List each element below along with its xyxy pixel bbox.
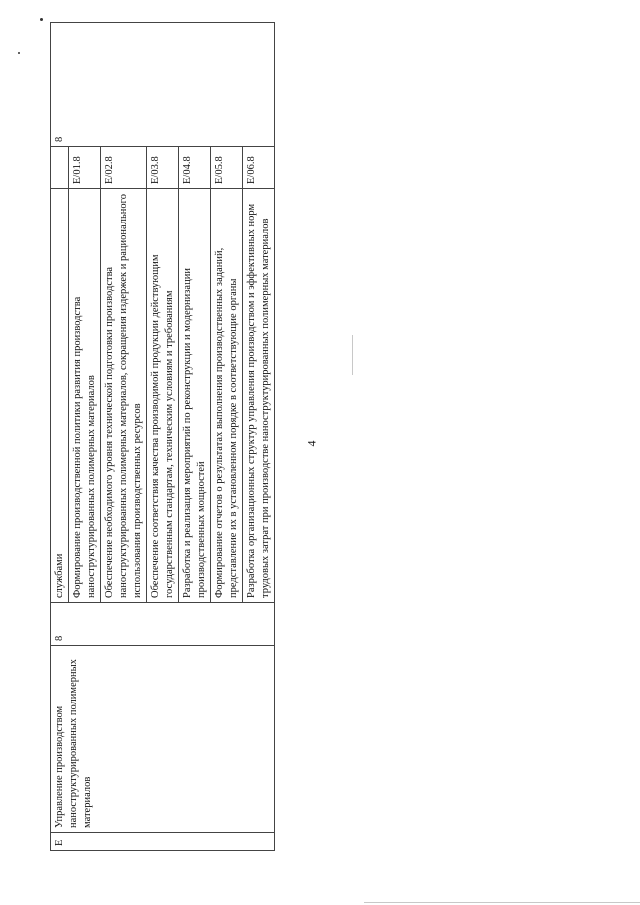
- qualification-level: 8: [51, 603, 275, 646]
- rotated-table-frame: [50, 23, 330, 851]
- labor-function-code: E/05.8: [211, 147, 243, 189]
- labor-function-name: Обеспечение необходимого уровня технической подготовки производства наноструктурированных полимерных материалов, сокращения издержек и рационального использования производственных ресурсов: [101, 189, 147, 603]
- scan-artifact-line: [352, 335, 353, 375]
- scan-speck: [18, 52, 20, 54]
- continued-function-text: службами: [51, 189, 69, 603]
- labor-function-code: E/02.8: [101, 147, 147, 189]
- table-row: [51, 23, 69, 851]
- labor-function-name: Разработка организационных структур управления производством и эффективных норм трудовых затрат при производстве наноструктурированных полимерных материалов: [243, 189, 275, 603]
- sublevel-qualification: 8: [51, 23, 275, 147]
- continued-code-cell: [51, 147, 69, 189]
- labor-function-code: E/01.8: [69, 147, 101, 189]
- generalized-function-code: E: [51, 833, 275, 851]
- labor-function-code: E/06.8: [243, 147, 275, 189]
- scan-artifact-line: [364, 902, 640, 903]
- generalized-function-name: Управление производством наноструктурированных полимерных материалов: [51, 646, 275, 833]
- functions-table: [50, 22, 275, 851]
- labor-function-name: Формирование производственной политики развития производства наноструктурированных полимерных материалов: [69, 189, 101, 603]
- labor-function-code: E/03.8: [147, 147, 179, 189]
- labor-function-name: Формирование отчетов о результатах выполнения производственных заданий, представление их в установленном порядке в соответствующие органы: [211, 189, 243, 603]
- scan-speck: [40, 18, 43, 21]
- labor-function-code: E/04.8: [179, 147, 211, 189]
- page-number: 4: [304, 440, 319, 447]
- labor-function-name: Обеспечение соответствия качества производимой продукции действующим государственным стандартам, техническим условиям и требованиям: [147, 189, 179, 603]
- labor-function-name: Разработка и реализация мероприятий по реконструкции и модернизации производственных мощностей: [179, 189, 211, 603]
